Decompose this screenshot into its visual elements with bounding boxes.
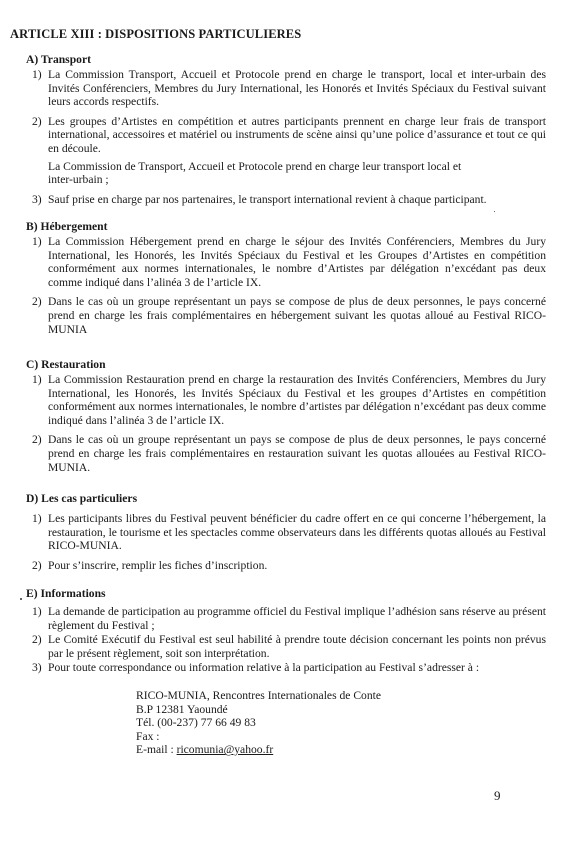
list-item <box>26 559 546 573</box>
list-item <box>26 433 546 474</box>
section-heading: E) Informations <box>26 587 106 600</box>
section-informations <box>26 586 546 675</box>
section-cas-particuliers <box>26 491 546 572</box>
contact-email-line <box>136 743 381 757</box>
contact-phone: Tél. (00-237) 77 66 49 83 <box>136 716 256 730</box>
item-text: La Commission Hébergement prend en charge le séjour des Invités Conférenciers, Membres du Jury International, les Honorés, les Invités Spéciaux du Festival et les Groupes d’Artistes en compétition conformément aux normes internationales, le nombre d’Artistes par délégation n’excédant pas deux comme indiqué dans l’alinéa 3 de l’article IX. <box>48 235 546 289</box>
section-heading: D) Les cas particuliers <box>26 492 138 505</box>
item-number: 1) <box>32 235 42 248</box>
item-number: 1) <box>32 512 42 525</box>
scan-speck <box>20 598 22 600</box>
item-number: 1) <box>32 373 42 386</box>
article-title: ARTICLE XIII : DISPOSITIONS PARTICULIERES <box>10 27 302 41</box>
contact-block <box>136 689 381 757</box>
item-text: La demande de participation au programme officiel du Festival implique l’adhésion sans réserve au présent règlement du Festival ; <box>48 605 546 632</box>
list-item <box>26 605 546 632</box>
item-number: 2) <box>32 633 42 647</box>
section-heading: C) Restauration <box>26 358 106 371</box>
list-item <box>26 512 546 553</box>
item-number: 3) <box>32 661 42 675</box>
item-number: 1) <box>32 605 42 618</box>
item-number: 1) <box>32 68 42 81</box>
item-number: 2) <box>32 558 42 572</box>
item-number: 2) <box>32 114 42 128</box>
list-item <box>26 633 546 660</box>
item-text: Dans le cas où un groupe représentant un pays se compose de plus de deux personnes, le pays concerné prend en charge les frais complémentaires en restauration suivant les quotas allouées au Festival RICO-MUNIA. <box>48 433 546 474</box>
item-text: Le Comité Exécutif du Festival est seul habilité à prendre toute décision concernant les points non prévus par le présent règlement, soit son interprétation. <box>48 633 546 660</box>
list-item <box>26 661 546 675</box>
list-item <box>26 68 546 109</box>
list-item <box>26 115 546 156</box>
contact-fax: Fax : <box>136 729 160 743</box>
item-number: 2) <box>32 433 42 447</box>
item-number: 3) <box>32 192 42 206</box>
email-label: E-mail : <box>136 743 177 757</box>
paragraph: La Commission de Transport, Accueil et Protocole prend en charge leur transport local et inter-urbain ; <box>48 159 462 187</box>
list-item <box>26 295 546 336</box>
scan-speck <box>494 211 495 212</box>
section-transport <box>26 52 546 206</box>
page-number: 9 <box>494 788 501 803</box>
list-item <box>26 235 546 289</box>
section-heading: A) Transport <box>26 53 91 66</box>
item-text: Pour toute correspondance ou information relative à la participation au Festival s’adresser à : <box>48 661 480 675</box>
contact-po-box: B.P 12381 Yaoundé <box>136 702 228 716</box>
contact-name: RICO-MUNIA, Rencontres Internationales de Conte <box>136 689 382 702</box>
item-text: Les participants libres du Festival peuvent bénéficier du cadre offert en ce qui concerne l’hébergement, la restauration, le tourisme et les spectacles comme observateurs dans les différents quotas alloués au Festival RICO-MUNIA. <box>48 512 546 553</box>
section-restauration <box>26 357 546 474</box>
item-number: 2) <box>32 295 42 309</box>
item-text: Pour s’inscrire, remplir les fiches d’inscription. <box>48 558 268 572</box>
item-text: Sauf prise en charge par nos partenaires, le transport international revient à chaque participant. <box>48 192 487 206</box>
item-text: La Commission Transport, Accueil et Protocole prend en charge le transport, local et inter-urbain des Invités Conférenciers, Membres du Jury International, les Honorés et Invités Spéciaux du Festival suivant leurs accords respectifs. <box>48 68 546 109</box>
list-item <box>26 373 546 427</box>
email-link[interactable]: ricomunia@yahoo.fr <box>176 743 274 757</box>
section-heading: B) Hébergement <box>26 220 108 233</box>
item-text: La Commission Restauration prend en charge la restauration des Invités Conférenciers, Membres du Jury International, les Honorés, les Invités Spéciaux du Festival et les groupes d’Artistes en compétition conformément aux normes internationales, le nombre d’artistes par délégation n’excédant pas deux comme indiqué dans l’alinéa 3 de l’article IX. <box>48 373 546 427</box>
section-hebergement <box>26 219 546 336</box>
item-text: Dans le cas où un groupe représentant un pays se compose de plus de deux personnes, le pays concerné prend en charge les frais complémentaires en hébergement suivant les quotas alloué au Festival RICO-MUNIA <box>48 295 546 336</box>
item-text: Les groupes d’Artistes en compétition et autres participants prennent en charge leur frais de transport international, accessoires et matériel ou instruments de scène ainsi qu’une police d’assurance et tout ce qui en découle. <box>48 114 546 155</box>
list-item <box>26 193 546 207</box>
